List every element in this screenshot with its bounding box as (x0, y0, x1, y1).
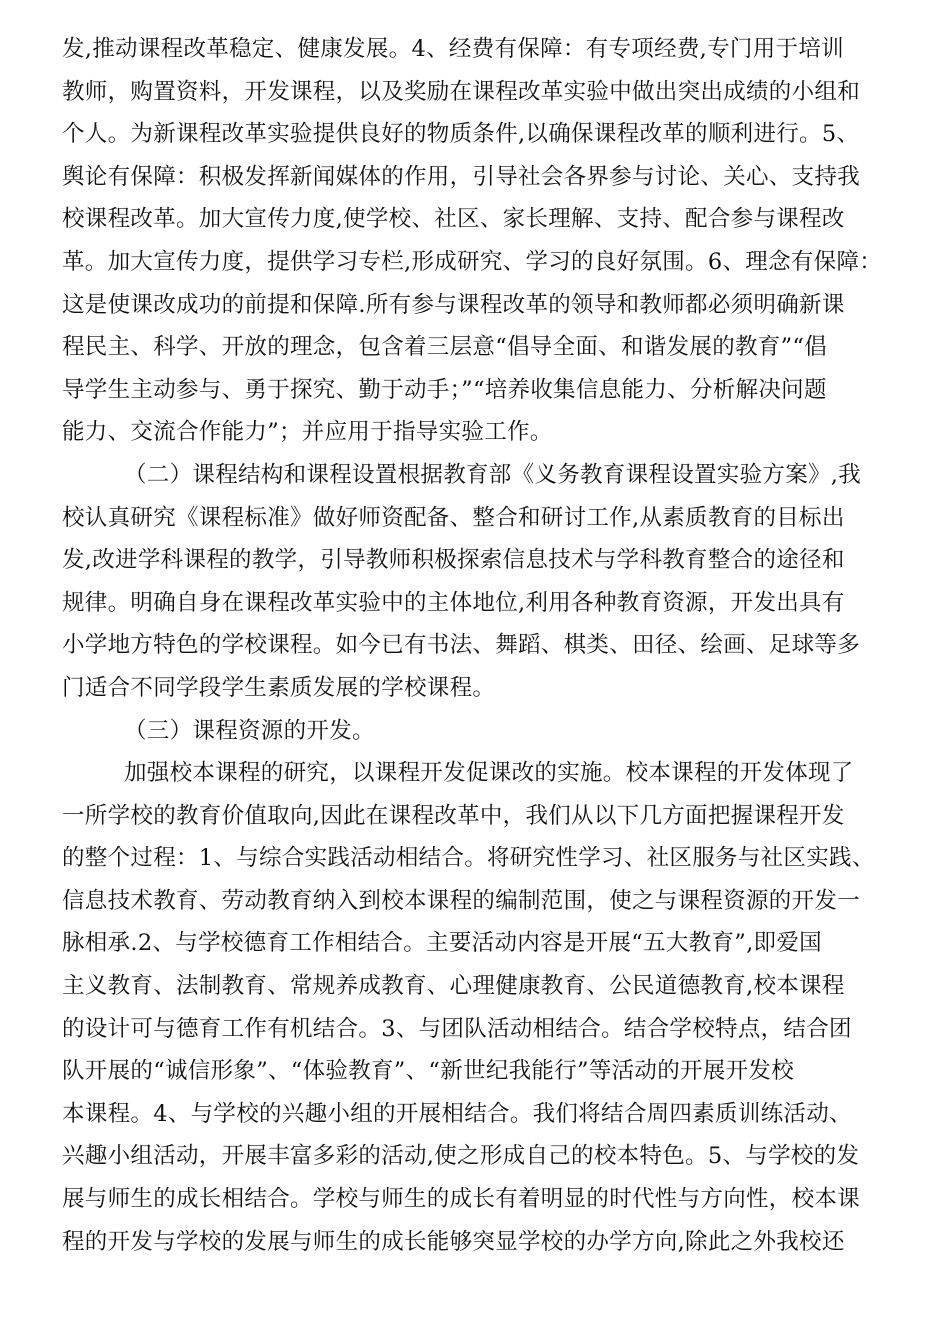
text-line: 门适合不同学段学生素质发展的学校课程。 (62, 674, 496, 701)
text-line: 一所学校的教育价值取向,因此在课程改革中，我们从以下几方面把握课程开发 (62, 802, 845, 829)
text-line: 能力、交流合作能力”；并应用于指导实验工作。 (62, 419, 553, 446)
text-line: 程的开发与学校的发展与师生的成长能够突显学校的办学方向,除此之外我校还 (62, 1228, 845, 1255)
text-line: 小学地方特色的学校课程。如今已有书法、舞蹈、棋类、田径、绘画、足球等多 (62, 632, 861, 659)
section-heading: （三）课程资源的开发。 (124, 717, 375, 744)
text-line: 规律。明确自身在课程改革实验中的主体地位,利用各种教育资源，开发出具有 (62, 589, 845, 616)
text-line: 主义教育、法制教育、常规养成教育、心理健康教育、公民道德教育,校本课程 (62, 973, 845, 1000)
text-line: 教师，购置资料，开发课程，以及奖励在课程改革实验中做出突出成绩的小组和 (62, 78, 861, 105)
text-line: 加强校本课程的研究，以课程开发促课改的实施。校本课程的开发体现了 (124, 760, 854, 787)
text-line: 革。加大宣传力度，提供学习专栏,形成研究、学习的良好氛围。6、理念有保障： (62, 248, 883, 275)
text-line: 本课程。4、与学校的兴趣小组的开展相结合。我们将结合周四素质训练活动、 (62, 1100, 852, 1127)
text-line: 这是使课改成功的前提和保障.所有参与课程改革的领导和教师都必须明确新课 (62, 291, 845, 318)
text-line: 脉相承.2、与学校德育工作相结合。主要活动内容是开展“五大教育”,即爱国 (62, 930, 822, 957)
text-line: 的设计可与德育工作有机结合。3、与团队活动相结合。结合学校特点，结合团 (62, 1015, 852, 1042)
document-page (62, 28, 910, 1263)
text-line: 兴趣小组活动，开展丰富多彩的活动,使之形成自己的校本特色。5、与学校的发 (62, 1143, 860, 1170)
text-line: 导学生主动参与、勇于探究、勤于动手；”“培养收集信息能力、分析解决问题 (62, 376, 827, 403)
text-line: 的整个过程：1、与综合实践活动相结合。将研究性学习、社区服务与社区实践、 (62, 845, 875, 872)
text-line: 校课程改革。加大宣传力度,使学校、社区、家长理解、支持、配合参与课程改 (62, 206, 845, 233)
text-line: 程民主、科学、开放的理念，包含着三层意“倡导全面、和谐发展的教育”“倡 (62, 334, 828, 361)
text-line: 舆论有保障：积极发挥新闻媒体的作用，引导社会各界参与讨论、关心、支持我 (62, 163, 861, 190)
text-line: 发,推动课程改革稳定、健康发展。4、经费有保障：有专项经费,专门用于培训 (62, 36, 844, 62)
text-line: 展与师生的成长相结合。学校与师生的成长有着明显的时代性与方向性，校本课 (62, 1186, 861, 1213)
text-line: （二）课程结构和课程设置根据教育部《义务教育课程设置实验方案》,我 (124, 461, 862, 488)
text-line: 发,改进学科课程的教学，引导教师积极探索信息技术与学科教育整合的途径和 (62, 547, 845, 574)
text-line: 信息技术教育、劳动教育纳入到校本课程的编制范围，使之与课程资源的开发一 (62, 887, 861, 914)
text-line: 校认真研究《课程标准》做好师资配备、整合和研讨工作,从素质教育的目标出 (62, 504, 845, 531)
text-line: 队开展的“诚信形象”、“体验教育”、“新世纪我能行”等活动的开展开发校 (62, 1058, 795, 1085)
text-line: 个人。为新课程改革实验提供良好的物质条件,以确保课程改革的顺利进行。5、 (62, 121, 860, 148)
